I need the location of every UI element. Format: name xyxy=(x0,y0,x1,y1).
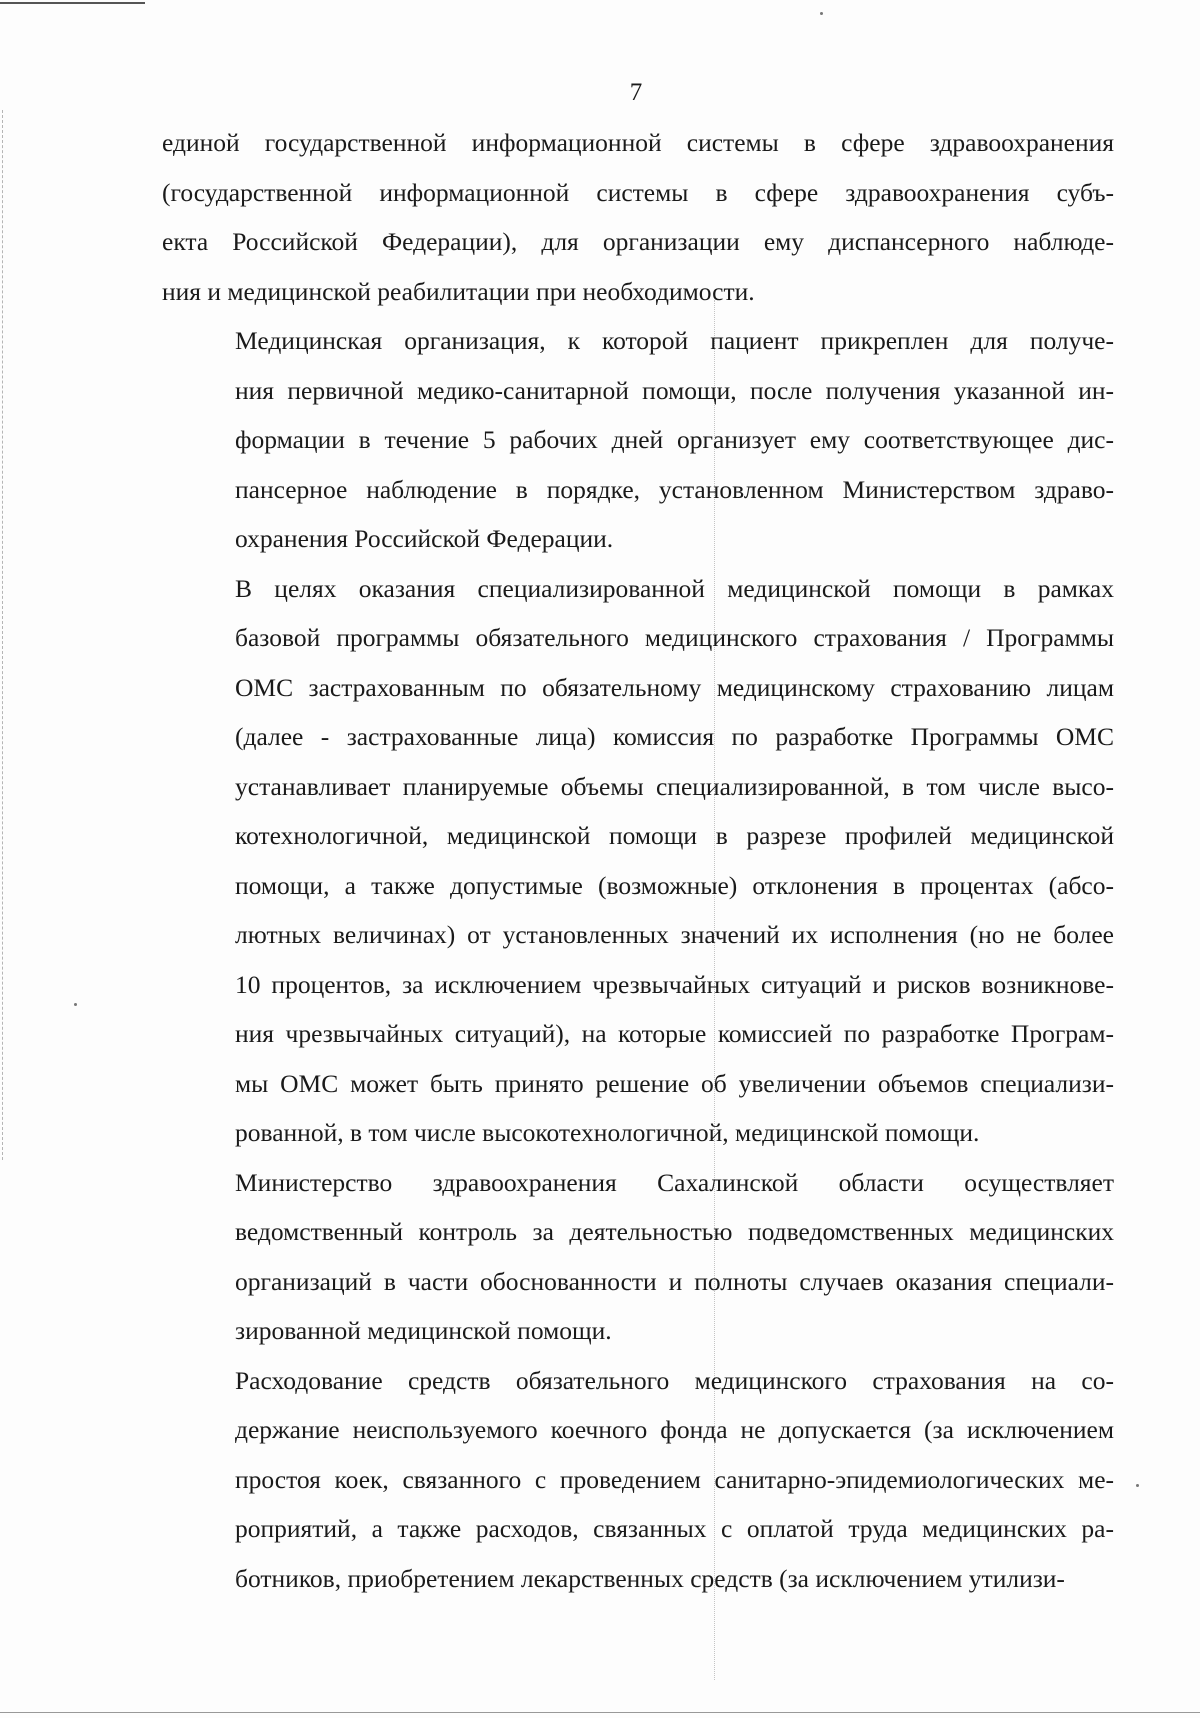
paragraph-p3 xyxy=(162,564,1114,1158)
paragraph-p1 xyxy=(162,118,1114,316)
paragraph-p2 xyxy=(162,316,1114,564)
scan-speck xyxy=(74,1003,77,1006)
text-line: формации в течение 5 рабочих дней организует ему соответствующее дис- xyxy=(235,425,1114,454)
text-line: роприятий, а также расходов, связанных с оплатой труда медицинских ра- xyxy=(235,1514,1114,1543)
text-line: пансерное наблюдение в порядке, установленном Министерством здраво- xyxy=(235,474,1114,504)
text-line: котехнологичной, медицинской помощи в разрезе профилей медицинской xyxy=(235,821,1114,850)
text-line: екта Российской Федерации), для организации ему диспансерного наблюде- xyxy=(162,227,1114,256)
text-line: ния первичной медико-санитарной помощи, после получения указанной ин- xyxy=(235,375,1114,405)
paragraph-p5 xyxy=(162,1356,1114,1604)
text-line: (далее - застрахованные лица) комиссия по разработке Программы ОМС xyxy=(235,722,1114,751)
left-scan-edge xyxy=(2,110,3,1160)
text-line: Медицинская организация, к которой пациент прикреплен для получе- xyxy=(235,326,1114,355)
text-line: В целях оказания специализированной медицинской помощи в рамках xyxy=(235,573,1114,603)
text-line: ния чрезвычайных ситуаций), на которые комиссией по разработке Програм- xyxy=(235,1019,1114,1048)
text-line: ния и медицинской реабилитации при необходимости. xyxy=(162,276,755,306)
text-line: единой государственной информационной системы в сфере здравоохранения xyxy=(162,128,1114,157)
document-body xyxy=(162,118,1114,1603)
text-line: устанавливает планируемые объемы специализированной, в том числе высо- xyxy=(235,771,1114,801)
text-line: лютных величинах) от установленных значений их исполнения (но не более xyxy=(235,920,1114,949)
text-line: помощи, а также допустимые (возможные) отклонения в процентах (абсо- xyxy=(235,870,1114,900)
text-line: (государственной информационной системы в сфере здравоохранения субъ- xyxy=(162,177,1114,207)
paragraph-p4 xyxy=(162,1158,1114,1356)
page-number: 7 xyxy=(629,79,643,106)
text-line: базовой программы обязательного медицинского страхования / Программы xyxy=(235,623,1114,652)
text-line: 10 процентов, за исключением чрезвычайных ситуаций и рисков возникнове- xyxy=(235,969,1114,999)
text-line: организаций в части обоснованности и полноты случаев оказания специали- xyxy=(235,1266,1114,1296)
text-line: Расходование средств обязательного медицинского страхования на со- xyxy=(235,1365,1114,1395)
text-line: ведомственный контроль за деятельностью подведомственных медицинских xyxy=(235,1217,1114,1246)
text-line: Министерство здравоохранения Сахалинской области осуществляет xyxy=(235,1167,1114,1197)
text-line: зированной медицинской помощи. xyxy=(235,1316,612,1345)
text-line: ОМС застрахованным по обязательному медицинскому страхованию лицам xyxy=(235,672,1114,702)
text-line: держание неиспользуемого коечного фонда не допускается (за исключением xyxy=(235,1415,1114,1444)
text-line: рованной, в том числе высокотехнологичной, медицинской помощи. xyxy=(235,1118,980,1147)
text-line: охранения Российской Федерации. xyxy=(235,524,614,553)
scan-speck xyxy=(820,12,823,15)
text-line: мы ОМС может быть принято решение об увеличении объемов специализи- xyxy=(235,1068,1114,1098)
bottom-scan-rule xyxy=(0,1712,1200,1713)
text-line: ботников, приобретением лекарственных средств (за исключением утилизи- xyxy=(235,1563,1065,1593)
top-scan-rule xyxy=(0,2,145,4)
scan-speck xyxy=(1136,1484,1139,1487)
text-line: простоя коек, связанного с проведением санитарно-эпидемиологических ме- xyxy=(235,1464,1114,1494)
